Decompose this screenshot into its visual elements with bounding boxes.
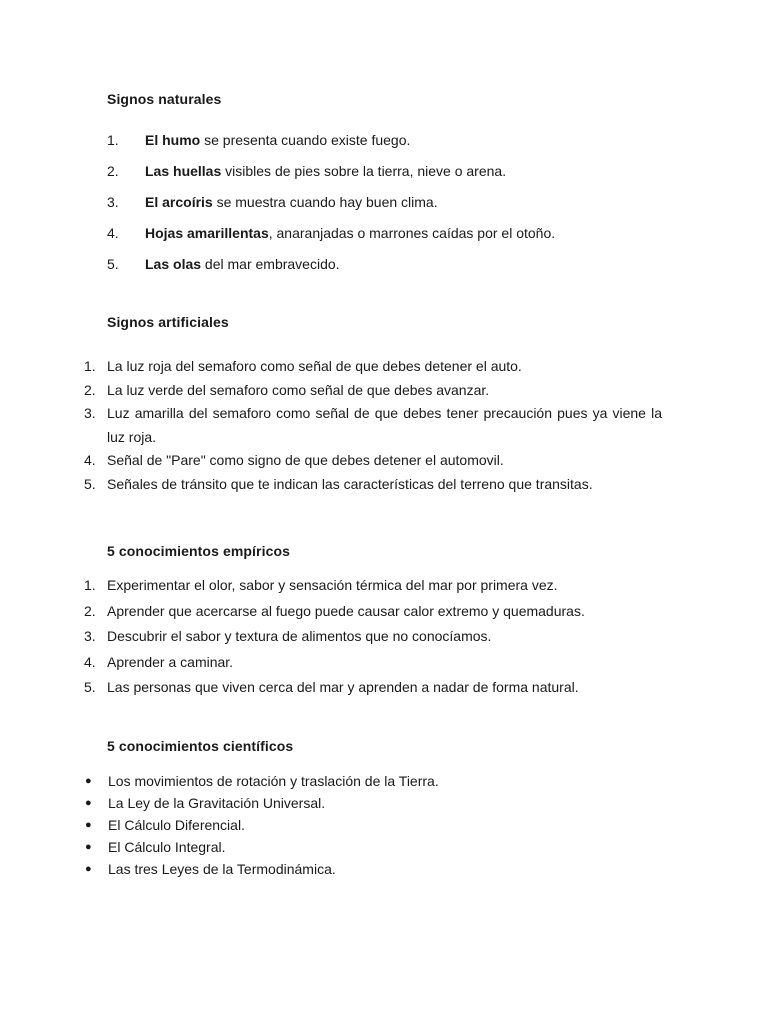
list-text: Las tres Leyes de la Termodinámica. — [108, 861, 336, 877]
list-number: 4. — [84, 452, 96, 468]
list-signos-naturales — [107, 130, 555, 285]
heading-conocimientos-cientificos: 5 conocimientos científicos — [107, 738, 294, 754]
bold-term: Hojas amarillentas — [145, 225, 269, 241]
bullet-icon: ● — [85, 797, 92, 809]
bullet-icon: ● — [85, 775, 92, 787]
list-signos-artificiales — [84, 355, 662, 496]
bold-term: Las huellas — [145, 163, 222, 179]
list-text — [145, 223, 555, 254]
list-text: Descubrir el sabor y textura de alimentos que no conocíamos. — [107, 628, 492, 644]
list-item — [84, 573, 662, 599]
heading-signos-naturales: Signos naturales — [107, 91, 222, 107]
list-text: Aprender que acercarse al fuego puede causar calor extremo y quemaduras. — [107, 602, 585, 619]
list-number: 4. — [107, 225, 119, 241]
list-text — [145, 254, 340, 285]
list-number: 4. — [84, 653, 96, 670]
term-description: se muestra cuando hay buen clima. — [212, 194, 438, 210]
list-item — [84, 675, 662, 701]
list-text: Señales de tránsito que te indican las características del terreno que transitas. — [107, 475, 593, 492]
list-text — [145, 192, 438, 223]
list-text — [145, 161, 506, 192]
list-item — [84, 599, 662, 625]
list-text: Luz amarilla del semaforo como señal de que debes tener precaución pues ya viene la luz roja. — [107, 405, 662, 445]
list-number: 3. — [84, 405, 96, 421]
list-item — [84, 770, 439, 792]
list-item — [107, 254, 555, 285]
list-item — [84, 814, 439, 836]
list-text — [145, 130, 410, 161]
list-number: 1. — [107, 132, 119, 148]
bold-term: El humo — [145, 132, 201, 148]
bullet-icon: ● — [85, 841, 92, 853]
list-item — [84, 792, 439, 814]
list-text: El Cálculo Integral. — [108, 839, 226, 855]
term-description: , anaranjadas o marrones caídas por el otoño. — [268, 225, 556, 241]
list-item — [107, 192, 555, 223]
list-item — [84, 858, 439, 880]
list-number: 5. — [84, 679, 96, 695]
bullet-icon: ● — [85, 863, 92, 875]
list-number: 1. — [84, 358, 96, 374]
term-description: visibles de pies sobre la tierra, nieve o arena. — [221, 163, 507, 179]
list-number: 3. — [84, 628, 96, 644]
list-number: 2. — [84, 602, 96, 619]
bold-term: El arcoíris — [145, 194, 213, 210]
list-text: La Ley de la Gravitación Universal. — [108, 795, 326, 811]
list-conocimientos-cientificos — [84, 770, 439, 880]
list-text: Aprender a caminar. — [107, 653, 234, 670]
list-text: Experimentar el olor, sabor y sensación térmica del mar por primera vez. — [107, 577, 558, 593]
list-text: Señal de "Pare" como signo de que debes detener el automovil. — [107, 452, 504, 468]
list-item — [84, 355, 662, 379]
list-item — [84, 473, 662, 497]
list-number: 5. — [84, 475, 96, 492]
term-description: del mar embravecido. — [201, 256, 340, 272]
list-text: El Cálculo Diferencial. — [108, 817, 245, 833]
list-item — [107, 161, 555, 192]
list-number: 2. — [107, 163, 119, 179]
list-number: 5. — [107, 256, 119, 272]
term-description: se presenta cuando existe fuego. — [200, 132, 411, 148]
list-number: 3. — [107, 194, 119, 210]
list-conocimientos-empiricos — [84, 573, 662, 701]
list-number: 1. — [84, 577, 96, 593]
list-item — [107, 223, 555, 254]
list-text: La luz verde del semaforo como señal de que debes avanzar. — [107, 381, 490, 398]
heading-signos-artificiales: Signos artificiales — [107, 314, 229, 330]
list-item — [84, 402, 662, 449]
heading-conocimientos-empiricos: 5 conocimientos empíricos — [107, 543, 290, 559]
list-item — [84, 836, 439, 858]
list-number: 2. — [84, 381, 96, 398]
bold-term: Las olas — [145, 256, 202, 272]
list-text: La luz roja del semaforo como señal de que debes detener el auto. — [107, 358, 522, 374]
bullet-icon: ● — [85, 819, 92, 831]
list-item — [84, 379, 662, 403]
list-text: Las personas que viven cerca del mar y aprenden a nadar de forma natural. — [107, 679, 579, 695]
list-item — [84, 449, 662, 473]
list-item — [84, 650, 662, 676]
list-text: Los movimientos de rotación y traslación de la Tierra. — [108, 773, 439, 789]
list-item — [84, 624, 662, 650]
list-item — [107, 130, 555, 161]
